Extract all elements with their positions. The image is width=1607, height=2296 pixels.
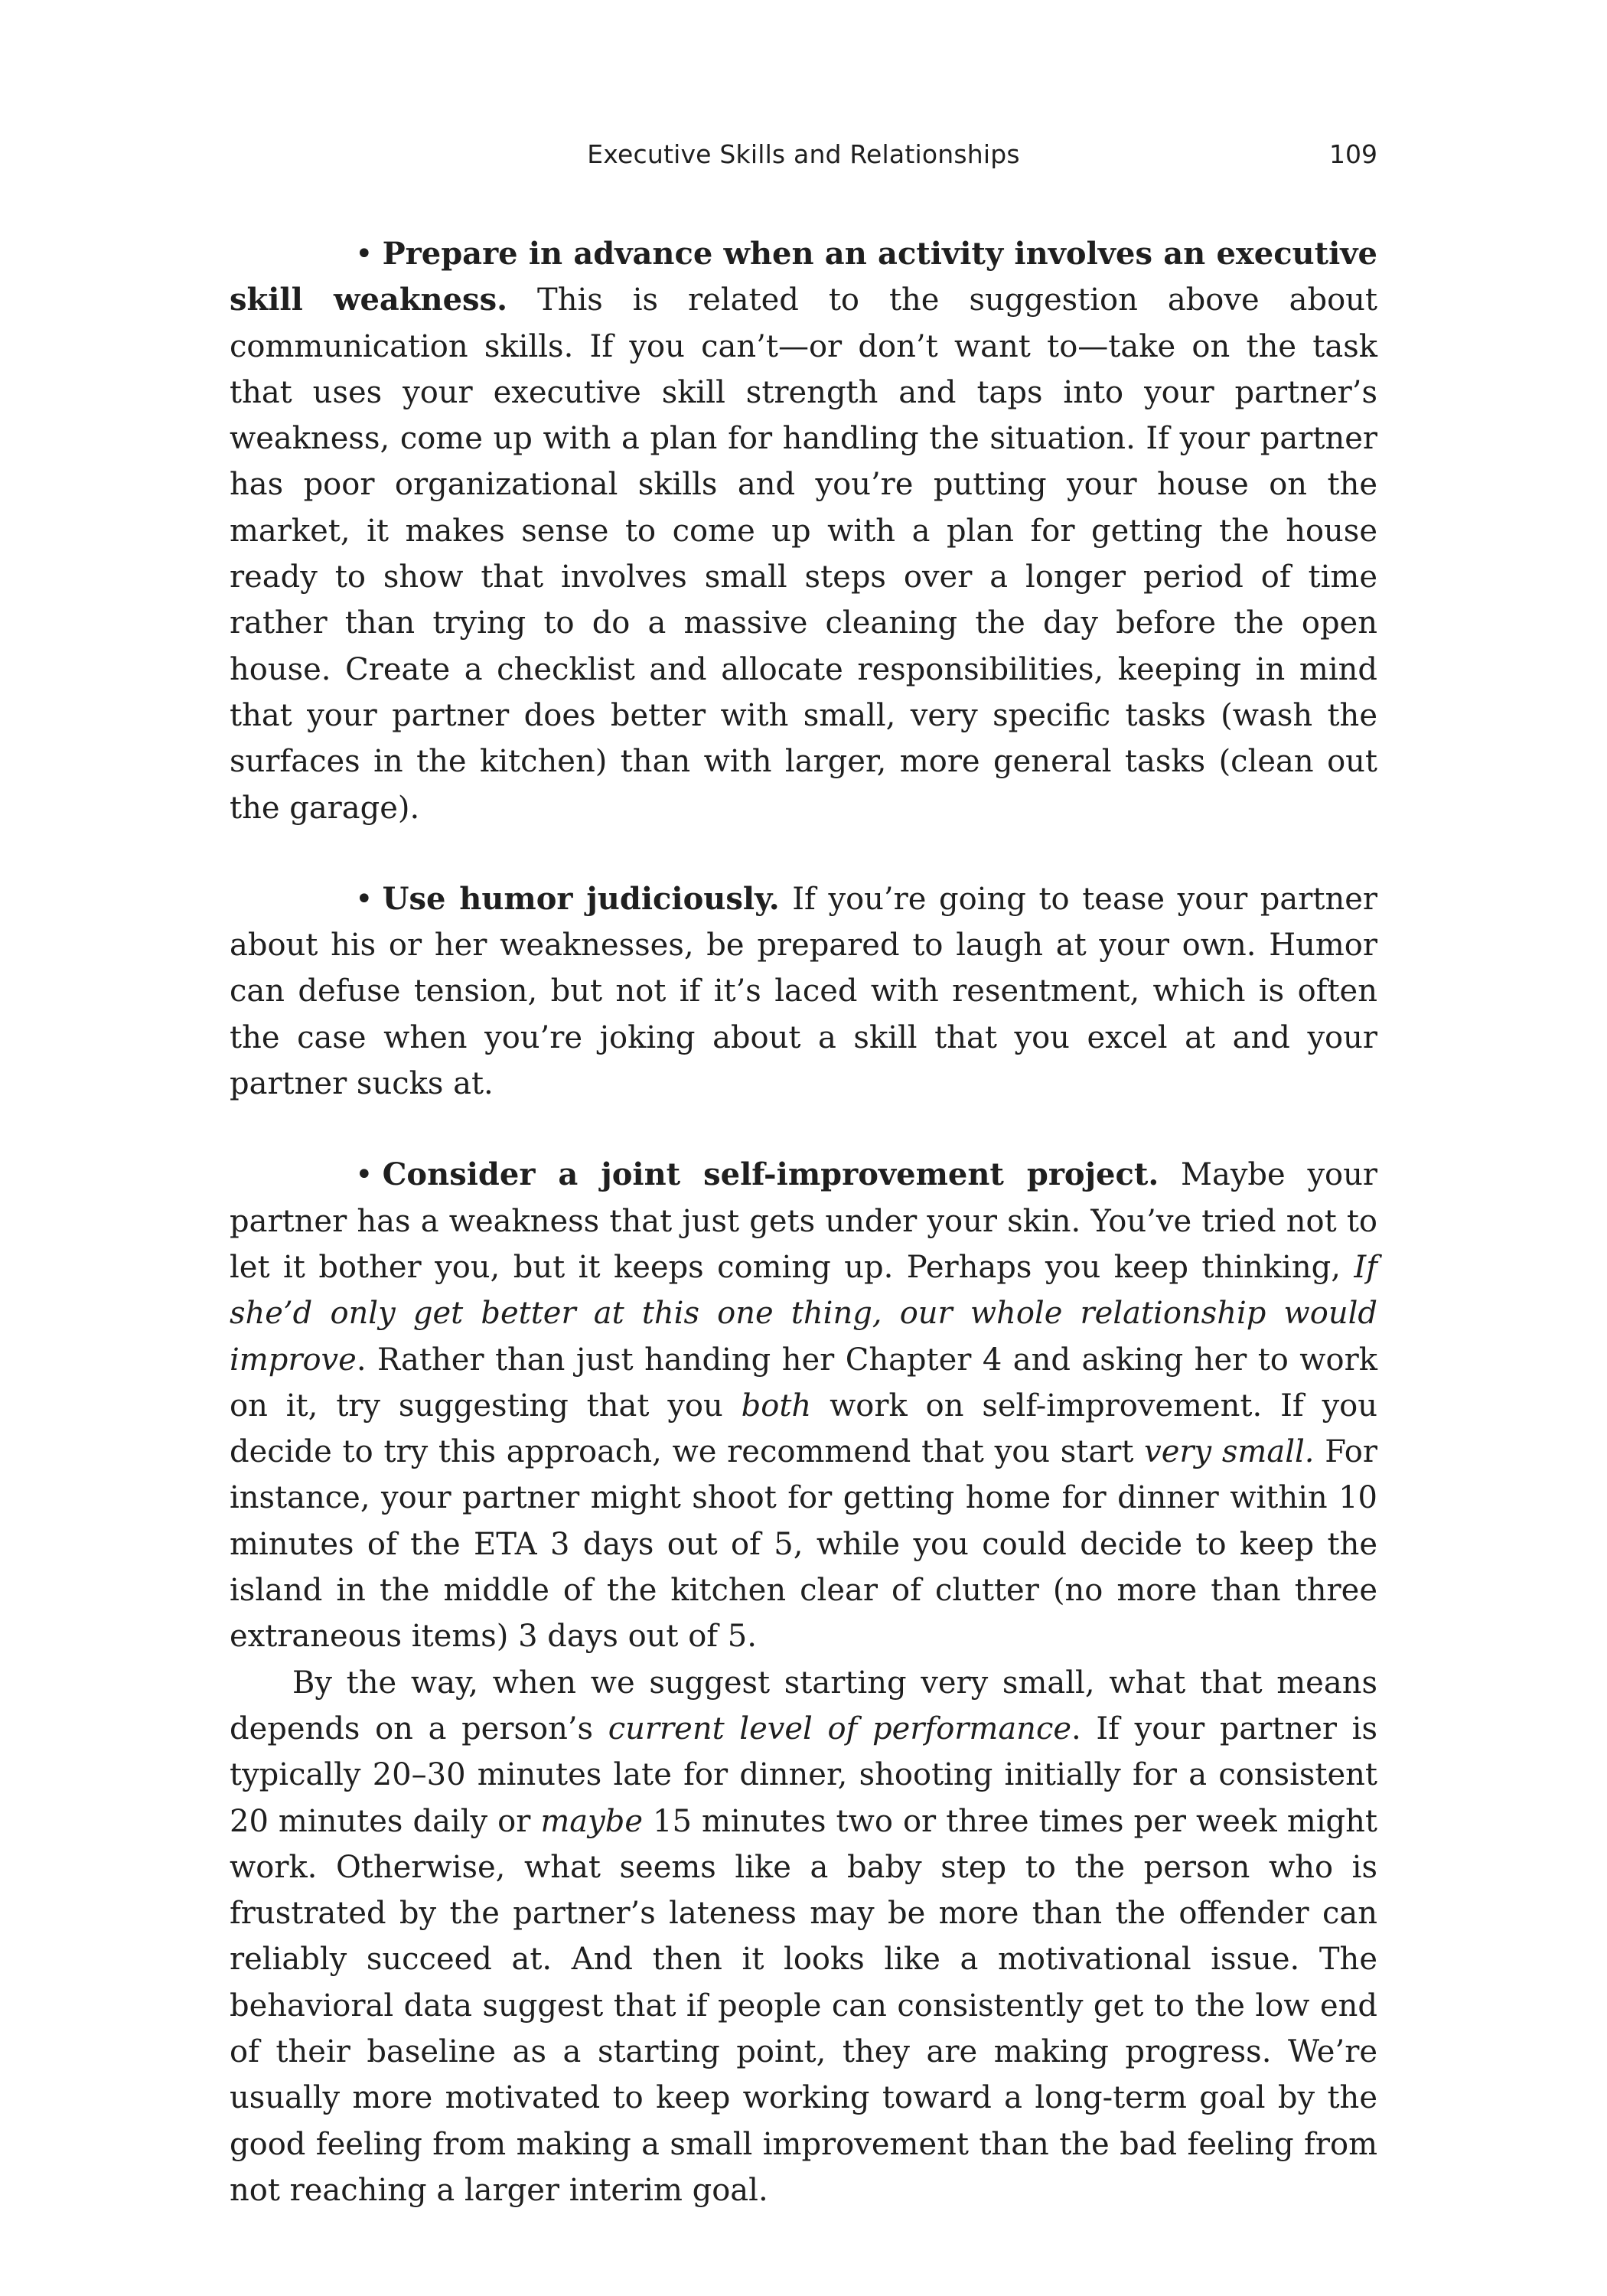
text-run: work on self-improvement. If you decide to try this approach, we recommend that you start: [230, 1388, 1378, 1470]
italic-thought: If she’d only get better at this one thing, our whole relationship would improve: [230, 1249, 1377, 1378]
running-title: Executive Skills and Relationships: [587, 139, 1020, 169]
bullet-icon: •: [355, 881, 373, 917]
bullet-text-humor: If you’re going to tease your partner about his or her weaknesses, be prepared to laugh at your own. Humor can defuse tension, but not if it’s laced with resentment, which is often the case when you’re joking about a skill that you excel at and your partner sucks at.: [230, 881, 1377, 1102]
text-run: 15 minutes two or three times per week might work. Otherwise, what seems like a baby step to the person who is frustrated by the partner’s lateness may be more than the offender can reliably succeed at. And then it looks like a motivational issue. The behavioral data suggest that if people can consistently get to the low end of their baseline as a starting point, they are making progress. We’re usually more motivated to keep working toward a long-term goal by the good feeling from making a small improvement than the bad feeling from not reaching a larger interim goal.: [230, 1803, 1377, 2208]
paragraph-by-the-way: [230, 1660, 1377, 2214]
text-run: By the way, when we suggest starting very small, what that means depends on a person’s: [230, 1665, 1377, 1746]
body-text: [230, 231, 1377, 2213]
italic-emphasis: current level of performance: [608, 1711, 1072, 1746]
running-head: [230, 136, 1377, 173]
page-number: 109: [1329, 139, 1377, 169]
bullet-icon: •: [355, 236, 373, 272]
bullet-icon: •: [355, 1157, 373, 1193]
text-run: . If your partner is typically 20–30 minutes late for dinner, shooting initially for a consistent 20 minutes daily or: [230, 1711, 1377, 1839]
italic-emphasis: both: [741, 1388, 812, 1424]
bullet-paragraph-prepare: [230, 231, 1377, 831]
bullet-text-prepare: This is related to the suggestion above about communication skills. If you can’t—or don’t want to—take on the task that uses your executive skill strength and taps into your partner’s weakness, come up with a plan for handling the situation. If your partner has poor organizational skills and you’re putting your house on the market, it makes sense to come up with a plan for getting the house ready to show that involves small steps over a longer period of time rather than trying to do a massive cleaning the day before the open house. Create a checklist and allocate responsibilities, keeping in mind that your partner does better with small, very specific tasks (wash the surfaces in the kitchen) than with larger, more general tasks (clean out the garage).: [230, 282, 1377, 826]
bullet-lead-prepare: Prepare in advance when an activity involves an executive skill weakness.: [230, 236, 1377, 318]
italic-emphasis: maybe: [540, 1803, 644, 1839]
text-run: . Rather than just handing her Chapter 4 and asking her to work on it, try suggesting that you: [230, 1342, 1377, 1424]
bullet-lead-self-improvement: Consider a joint self-improvement project.: [382, 1156, 1159, 1193]
text-run: For instance, your partner might shoot for getting home for dinner within 10 minutes of the ETA 3 days out of 5, while you could decide to keep the island in the middle of the kitchen clear of clutter (no more than three extraneous items) 3 days out of 5.: [230, 1434, 1378, 1655]
bullet-paragraph-humor: [230, 876, 1377, 1107]
text-run: Maybe your partner has a weakness that just gets under your skin. You’ve tried not to let it bother you, but it keeps coming up. Perhaps you keep thinking,: [230, 1157, 1377, 1285]
bullet-paragraph-self-improvement: [230, 1152, 1377, 1659]
bullet-lead-humor: Use humor judiciously.: [382, 880, 780, 917]
italic-emphasis: very small.: [1144, 1434, 1315, 1470]
